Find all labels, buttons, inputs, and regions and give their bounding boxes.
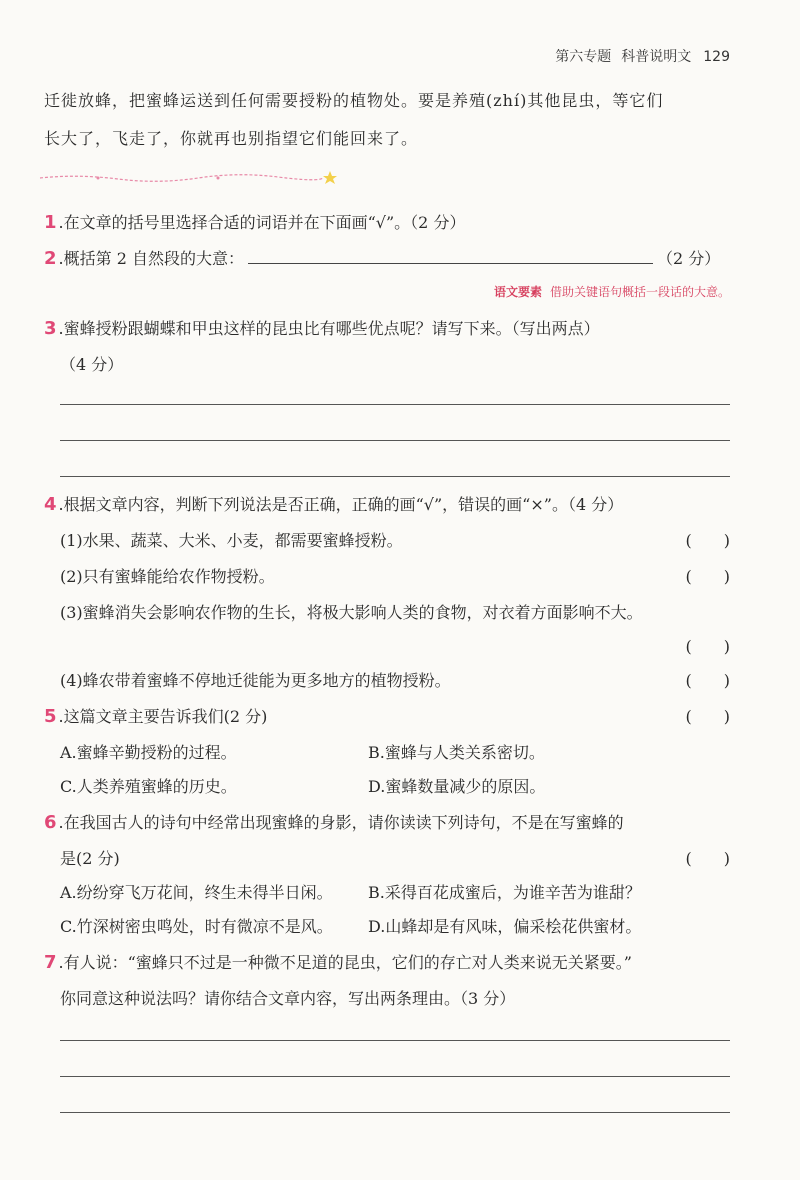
statement-item: (4)蜂农带着蜜蜂不停地迁徙能为更多地方的植物授粉。 <box>60 671 451 690</box>
question-5 <box>44 704 267 727</box>
question-number: 6 <box>44 812 57 833</box>
tip-text: 借助关键语句概括一段话的大意。 <box>549 285 730 299</box>
tip-tag: 语文要素 <box>493 285 542 299</box>
question-text-cont: 你同意这种说法吗？请你结合文章内容，写出两条理由。（3 分） <box>60 989 516 1008</box>
question-2 <box>44 246 720 269</box>
header-topic: 第六专题 <box>555 49 612 65</box>
question-number: 7 <box>44 952 57 973</box>
question-text: .根据文章内容，判断下列说法是否正确，正确的画“√”，错误的画“×”。（4 分） <box>58 495 624 514</box>
question-number: 4 <box>44 494 57 515</box>
page-number: 129 <box>703 49 730 65</box>
page-header <box>545 46 730 66</box>
question-number: 1 <box>44 212 57 233</box>
answer-parentheses[interactable]: ( ) <box>685 567 730 586</box>
question-text: .这篇文章主要告诉我们(2 分) <box>58 707 268 726</box>
question-score: （2 分） <box>656 249 721 268</box>
option-c: C.竹深树密虫鸣处，时有微凉不是风。 <box>60 917 333 936</box>
header-subtitle: 科普说明文 <box>621 49 692 65</box>
question-7 <box>44 950 632 973</box>
option-b: B.采得百花成蜜后，为谁辛苦为谁甜？ <box>368 883 641 902</box>
question-number: 3 <box>44 318 57 339</box>
question-text: .有人说：“蜜蜂只不过是一种微不足道的昆虫，它们的存亡对人类来说无关紧要。” <box>58 953 632 972</box>
question-score: （4 分） <box>60 355 124 374</box>
answer-blank[interactable] <box>248 249 653 264</box>
question-number: 5 <box>44 706 57 727</box>
question-6 <box>44 810 624 833</box>
question-text-cont: 是(2 分) <box>60 849 120 868</box>
answer-parentheses[interactable]: ( ) <box>685 637 730 656</box>
answer-parentheses[interactable]: ( ) <box>685 671 730 690</box>
option-a: A.纷纷穿飞万花间，终生未得半日闲。 <box>60 883 333 902</box>
answer-line[interactable] <box>60 404 730 405</box>
passage-line-1: 迁徙放蜂，把蜜蜂运送到任何需要授粉的植物处。要是养殖(zhí)其他昆虫，等它们 <box>44 91 664 110</box>
question-1 <box>44 210 465 233</box>
question-text: .在我国古人的诗句中经常出现蜜蜂的身影，请你读读下列诗句，不是在写蜜蜂的 <box>58 813 624 832</box>
option-c: C.人类养殖蜜蜂的历史。 <box>60 777 237 796</box>
answer-line[interactable] <box>60 1112 730 1113</box>
option-b: B.蜜蜂与人类关系密切。 <box>368 743 545 762</box>
answer-parentheses[interactable]: ( ) <box>685 849 730 868</box>
answer-line[interactable] <box>60 1076 730 1077</box>
question-number: 2 <box>44 248 57 269</box>
answer-line[interactable] <box>60 440 730 441</box>
question-text: .概括第 2 自然段的大意： <box>58 249 244 268</box>
option-d: D.山蜂却是有风味，偏采桧花供蜜材。 <box>368 917 642 936</box>
statement-item: (1)水果、蔬菜、大米、小麦，都需要蜜蜂授粉。 <box>60 531 403 550</box>
question-text: .蜜蜂授粉跟蝴蝶和甲虫这样的昆虫比有哪些优点呢？请写下来。（写出两点） <box>58 319 600 338</box>
answer-line[interactable] <box>60 1040 730 1041</box>
decorative-divider <box>38 168 338 188</box>
statement-item: (2)只有蜜蜂能给农作物授粉。 <box>60 567 275 586</box>
passage-line-2: 长大了，飞走了，你就再也别指望它们能回来了。 <box>44 129 419 148</box>
star-icon <box>323 171 337 184</box>
answer-line[interactable] <box>60 476 730 477</box>
option-d: D.蜜蜂数量减少的原因。 <box>368 777 546 796</box>
question-3 <box>44 316 600 339</box>
question-4 <box>44 492 623 515</box>
answer-parentheses[interactable]: ( ) <box>685 707 730 726</box>
answer-parentheses[interactable]: ( ) <box>685 531 730 550</box>
option-a: A.蜜蜂辛勤授粉的过程。 <box>60 743 237 762</box>
question-text: .在文章的括号里选择合适的词语并在下面画“√”。（2 分） <box>58 213 466 232</box>
statement-item: (3)蜜蜂消失会影响农作物的生长，将极大影响人类的食物，对衣着方面影响不大。 <box>60 603 643 622</box>
tip-note <box>494 283 730 300</box>
